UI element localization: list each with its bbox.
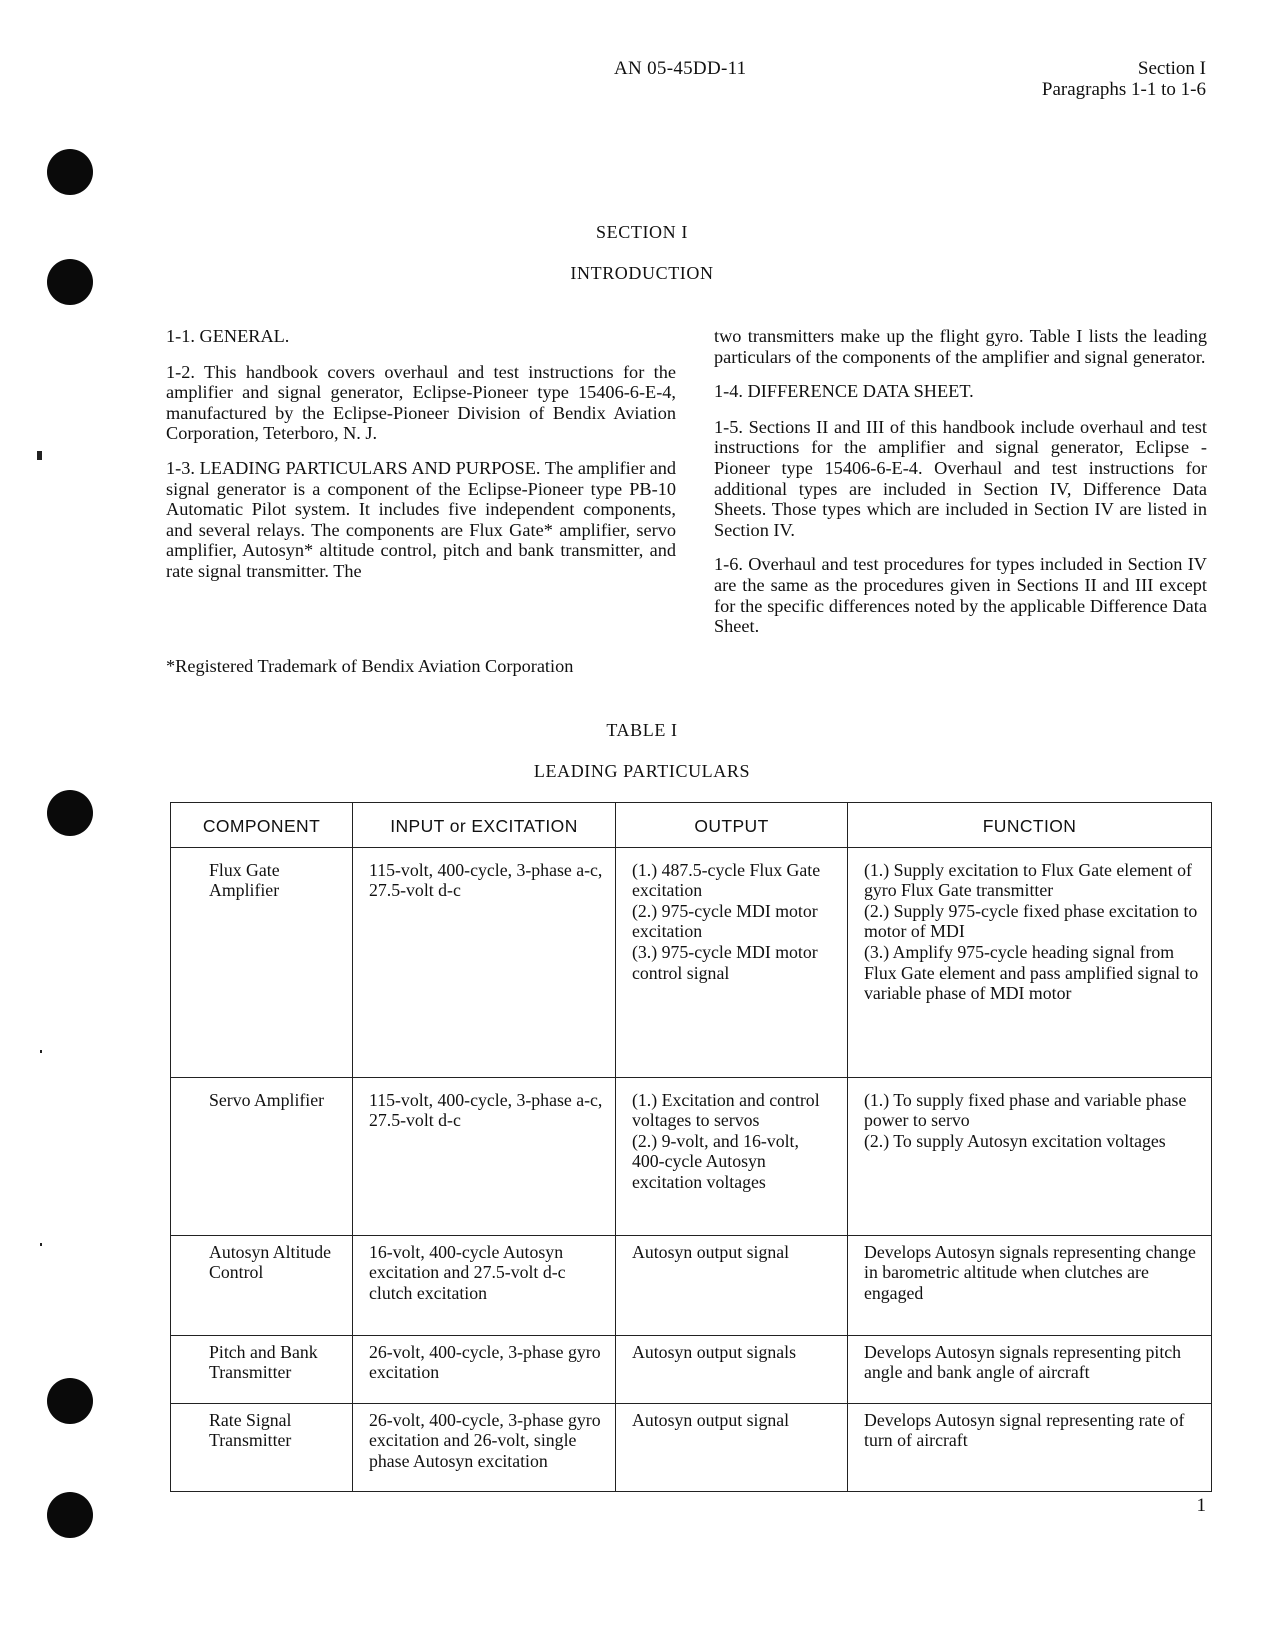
cell-output xyxy=(616,1235,848,1335)
document-number: AN 05-45DD-11 xyxy=(614,58,747,79)
cell-function xyxy=(848,1235,1212,1335)
function-item: (3.) Amplify 975-cycle heading signal from Flux Gate element and pass amplified signal to variable phase of MDI motor xyxy=(864,941,1199,1004)
table-row xyxy=(171,1403,1212,1491)
cell-function xyxy=(848,1335,1212,1403)
output-item: (3.) 975-cycle MDI motor control signal xyxy=(632,941,818,983)
function-item: (2.) Supply 975-cycle fixed phase excitation to motor of MDI xyxy=(864,900,1198,942)
cell-function xyxy=(848,1403,1212,1491)
table-row xyxy=(171,1077,1212,1235)
cell-output xyxy=(616,847,848,1077)
paragraph-1-3: 1-3. LEADING PARTICULARS AND PURPOSE. The amplifier and signal generator is a component of the Eclipse-Pioneer type PB-10 Automatic Pilot system. It includes five independent components, and several relays. The components are Flux Gate* amplifier, servo amplifier, Autosyn* altitude control, pitch and bank transmitter, and rate signal transmitter. The xyxy=(166,457,676,581)
table-title: LEADING PARTICULARS xyxy=(533,761,751,781)
cell-output xyxy=(616,1077,848,1235)
section-reference xyxy=(1042,58,1206,100)
binder-hole xyxy=(47,1378,93,1424)
trademark-note: *Registered Trademark of Bendix Aviation Corporation xyxy=(166,656,574,676)
cell-component: Flux Gate Amplifier xyxy=(171,847,353,1077)
header-input: INPUT or EXCITATION xyxy=(353,803,616,848)
cell-component: Servo Amplifier xyxy=(171,1077,353,1235)
cell-input: 115-volt, 400-cycle, 3-phase a-c, 27.5-volt d-c xyxy=(353,847,616,1077)
header-function: FUNCTION xyxy=(848,803,1212,848)
cell-input: 26-volt, 400-cycle, 3-phase gyro excitation xyxy=(353,1335,616,1403)
table-header-row xyxy=(171,803,1212,848)
cell-input: 26-volt, 400-cycle, 3-phase gyro excitation and 26-volt, single phase Autosyn excitation xyxy=(353,1403,616,1491)
function-item: (1.) To supply fixed phase and variable phase power to servo xyxy=(864,1089,1187,1131)
table-row xyxy=(171,1235,1212,1335)
header-output: OUTPUT xyxy=(616,803,848,848)
cell-output xyxy=(616,1403,848,1491)
output-item: Autosyn output signal xyxy=(632,1409,790,1430)
cell-component: Autosyn Altitude Control xyxy=(171,1235,353,1335)
function-item: Develops Autosyn signals representing change in barometric altitude when clutches are engaged xyxy=(864,1241,1196,1303)
section-subtitle: INTRODUCTION xyxy=(570,263,714,283)
output-item: (1.) Excitation and control voltages to servos xyxy=(632,1089,820,1131)
cell-input: 115-volt, 400-cycle, 3-phase a-c, 27.5-volt d-c xyxy=(353,1077,616,1235)
function-item: (2.) To supply Autosyn excitation voltages xyxy=(864,1130,1166,1151)
scan-speck xyxy=(37,451,42,460)
scan-speck xyxy=(40,1050,42,1053)
right-column xyxy=(714,326,1207,651)
function-item: Develops Autosyn signals representing pitch angle and bank angle of aircraft xyxy=(864,1341,1182,1383)
leading-particulars-table xyxy=(170,802,1212,1492)
cell-function xyxy=(848,847,1212,1077)
binder-hole xyxy=(47,149,93,195)
header-component: COMPONENT xyxy=(171,803,353,848)
output-item: Autosyn output signal xyxy=(632,1241,790,1262)
binder-hole xyxy=(47,1492,93,1538)
table-row xyxy=(171,1335,1212,1403)
binder-hole xyxy=(47,790,93,836)
scan-speck xyxy=(40,1243,42,1246)
function-item: (1.) Supply excitation to Flux Gate element of gyro Flux Gate transmitter xyxy=(864,859,1192,901)
output-item: (1.) 487.5-cycle Flux Gate excitation xyxy=(632,859,821,901)
cell-component: Pitch and Bank Transmitter xyxy=(171,1335,353,1403)
paragraph-1-1: 1-1. GENERAL. xyxy=(166,326,290,346)
table-label: TABLE I xyxy=(606,720,678,740)
cell-component: Rate Signal Transmitter xyxy=(171,1403,353,1491)
paragraph-range: Paragraphs 1-1 to 1-6 xyxy=(1041,79,1206,100)
output-item: Autosyn output signals xyxy=(632,1341,796,1362)
paragraph-1-5: 1-5. Sections II and III of this handbook include overhaul and test instructions for the amplifier and signal generator, Eclipse - Pioneer type 15406-6-E-4. Overhaul and test instructions for additional types are included in Section IV, Difference Data Sheets. Those types which are included in Section IV are listed in Section IV. xyxy=(714,416,1207,540)
cell-input: 16-volt, 400-cycle Autosyn excitation and 27.5-volt d-c clutch excitation xyxy=(353,1235,616,1335)
section-title: SECTION I xyxy=(596,222,688,242)
paragraph-1-4: 1-4. DIFFERENCE DATA SHEET. xyxy=(714,381,974,402)
table-row xyxy=(171,847,1212,1077)
paragraph-1-3-continued: two transmitters make up the flight gyro. Table I lists the leading particulars of the components of the amplifier and signal generator. xyxy=(714,326,1207,367)
function-item: Develops Autosyn signal representing rate of turn of aircraft xyxy=(864,1409,1185,1451)
cell-output xyxy=(616,1335,848,1403)
section-label: Section I xyxy=(1137,58,1206,79)
page-number: 1 xyxy=(1196,1495,1206,1516)
output-item: (2.) 9-volt, and 16-volt, 400-cycle Autosyn excitation voltages xyxy=(632,1130,799,1192)
cell-function xyxy=(848,1077,1212,1235)
left-column xyxy=(166,326,676,596)
paragraph-1-2: 1-2. This handbook covers overhaul and test instructions for the amplifier and signal generator, Eclipse-Pioneer type 15406-6-E-4, manufactured by the Eclipse-Pioneer Division of Bendix Aviation Corporation, Teterboro, N. J. xyxy=(166,361,676,444)
output-item: (2.) 975-cycle MDI motor excitation xyxy=(632,900,818,942)
paragraph-1-6: 1-6. Overhaul and test procedures for types included in Section IV are the same as the procedures given in Sections II and III except for the specific differences noted by the applicable Difference Data Sheet. xyxy=(714,554,1207,637)
